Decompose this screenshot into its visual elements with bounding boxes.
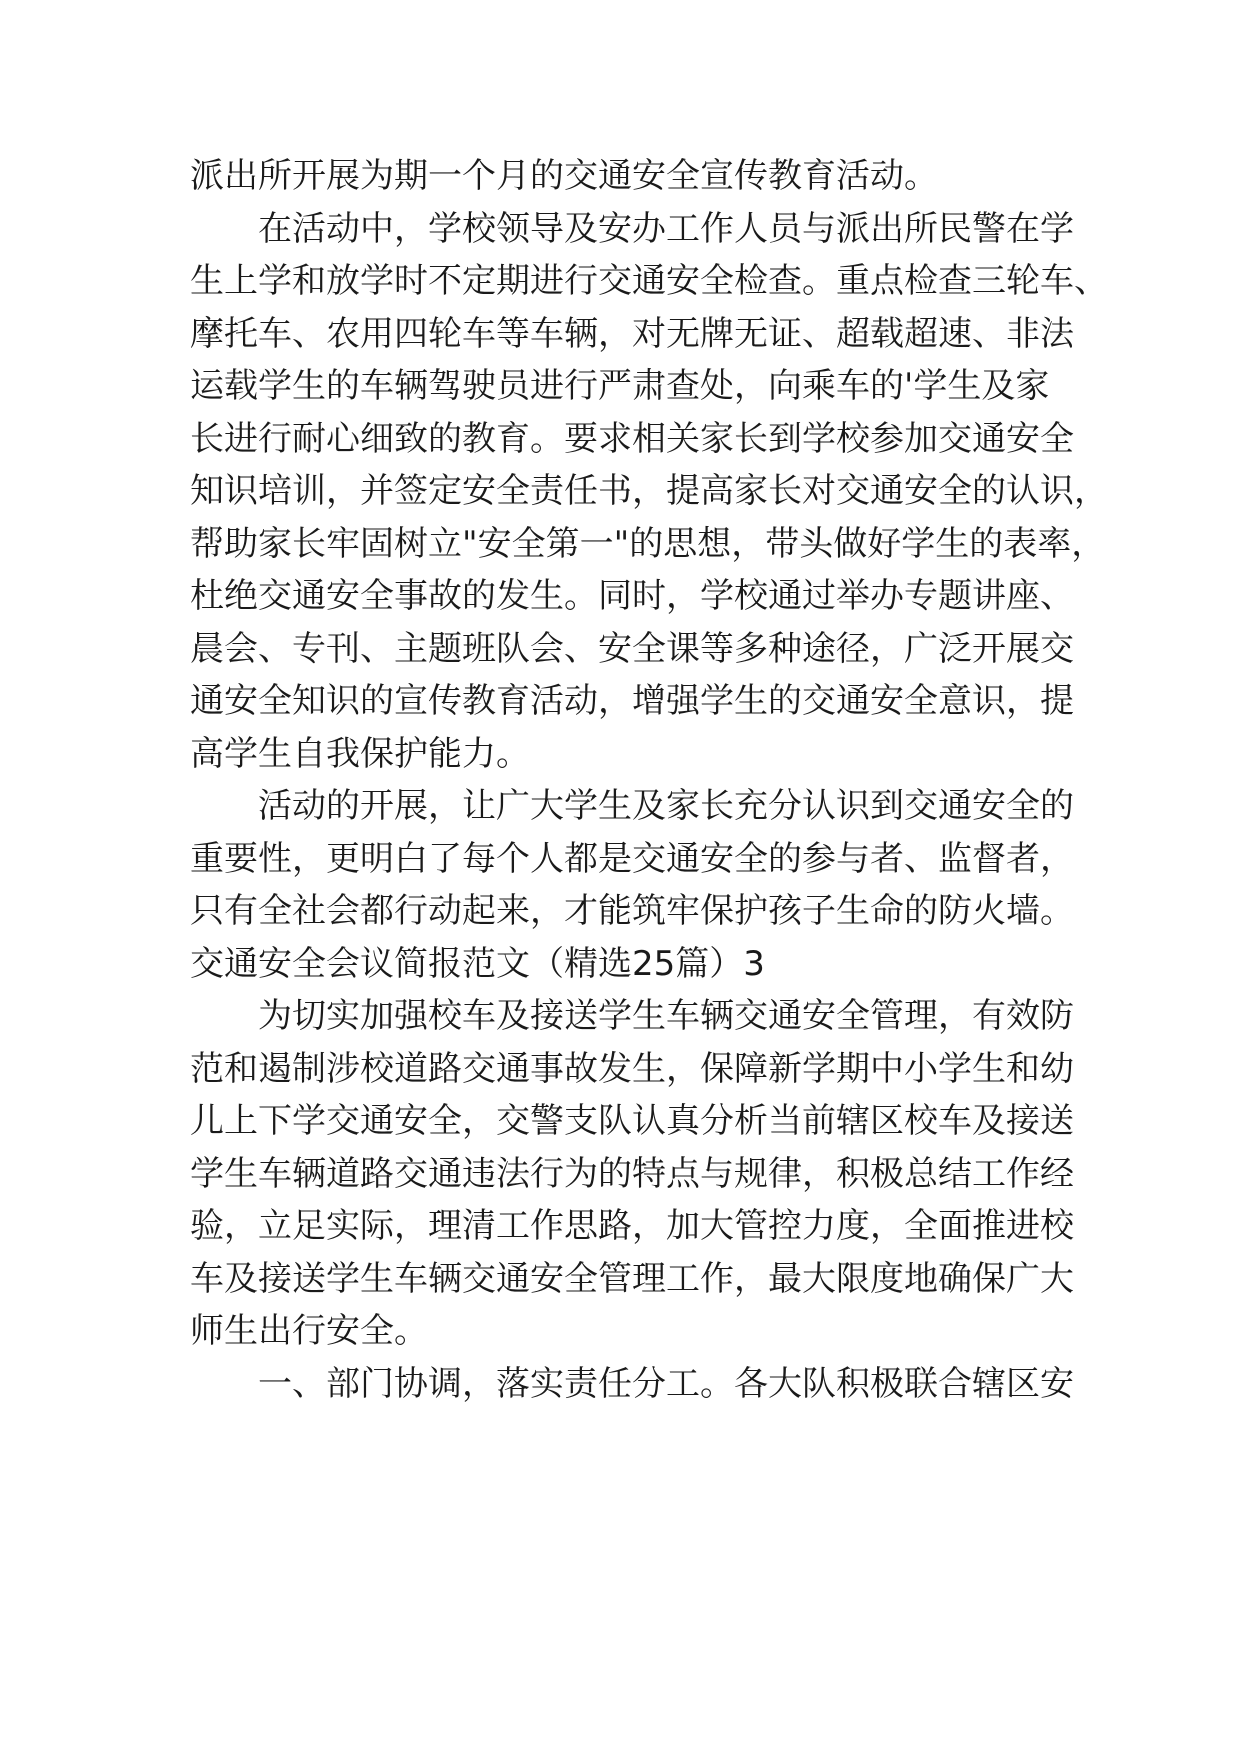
text-line: 派出所开展为期一个月的交通安全宣传教育活动。 [190,156,938,196]
text-line: 范和遏制涉校道路交通事故发生，保障新学期中小学生和幼 [190,1048,1074,1089]
text-line: 学生车辆道路交通违法行为的特点与规律，积极总结工作经 [190,1153,1074,1194]
text-line: 通安全知识的宣传教育活动，增强学生的交通安全意识，提 [190,681,1074,721]
text-line: 验，立足实际，理清工作思路，加大管控力度，全面推进校 [190,1206,1074,1246]
text-line: 车及接送学生车辆交通安全管理工作，最大限度地确保广大 [190,1258,1074,1299]
text-line: 师生出行安全。 [190,1311,428,1351]
paragraph-start-line: 一、部门协调，落实责任分工。各大队积极联合辖区安 [258,1363,1074,1404]
text-line: 高学生自我保护能力。 [190,733,530,774]
text-line: 生上学和放学时不定期进行交通安全检查。重点检查三轮车、 [190,261,1108,301]
paragraph-start-line: 活动的开展，让广大学生及家长充分认识到交通安全的 [258,786,1074,826]
text-line: 儿上下学交通安全，交警支队认真分析当前辖区校车及接送 [190,1101,1074,1141]
paragraph-start-line: 在活动中，学校领导及安办工作人员与派出所民警在学 [258,208,1074,249]
text-line: 摩托车、农用四轮车等车辆，对无牌无证、超载超速、非法 [190,313,1074,354]
text-line: 重要性，更明白了每个人都是交通安全的参与者、监督者， [190,838,1074,879]
document-body [190,150,1108,1410]
section-heading: 交通安全会议简报范文（精选25篇）3 [190,943,765,984]
text-line: 运载学生的车辆驾驶员进行严肃查处，向乘车的'学生及家 [190,366,1050,406]
text-line: 晨会、专刊、主题班队会、安全课等多种途径，广泛开展交 [190,628,1074,669]
text-line: 杜绝交通安全事故的发生。同时，学校通过举办专题讲座、 [190,576,1074,616]
text-line: 知识培训，并签定安全责任书，提高家长对交通安全的认识， [190,471,1108,511]
text-line: 只有全社会都行动起来，才能筑牢保护孩子生命的防火墙。 [190,891,1074,931]
paragraph-start-line: 为切实加强校车及接送学生车辆交通安全管理，有效防 [258,996,1074,1036]
text-line: 帮助家长牢固树立"安全第一"的思想，带头做好学生的表率， [190,523,1106,564]
text-line: 长进行耐心细致的教育。要求相关家长到学校参加交通安全 [190,418,1074,459]
